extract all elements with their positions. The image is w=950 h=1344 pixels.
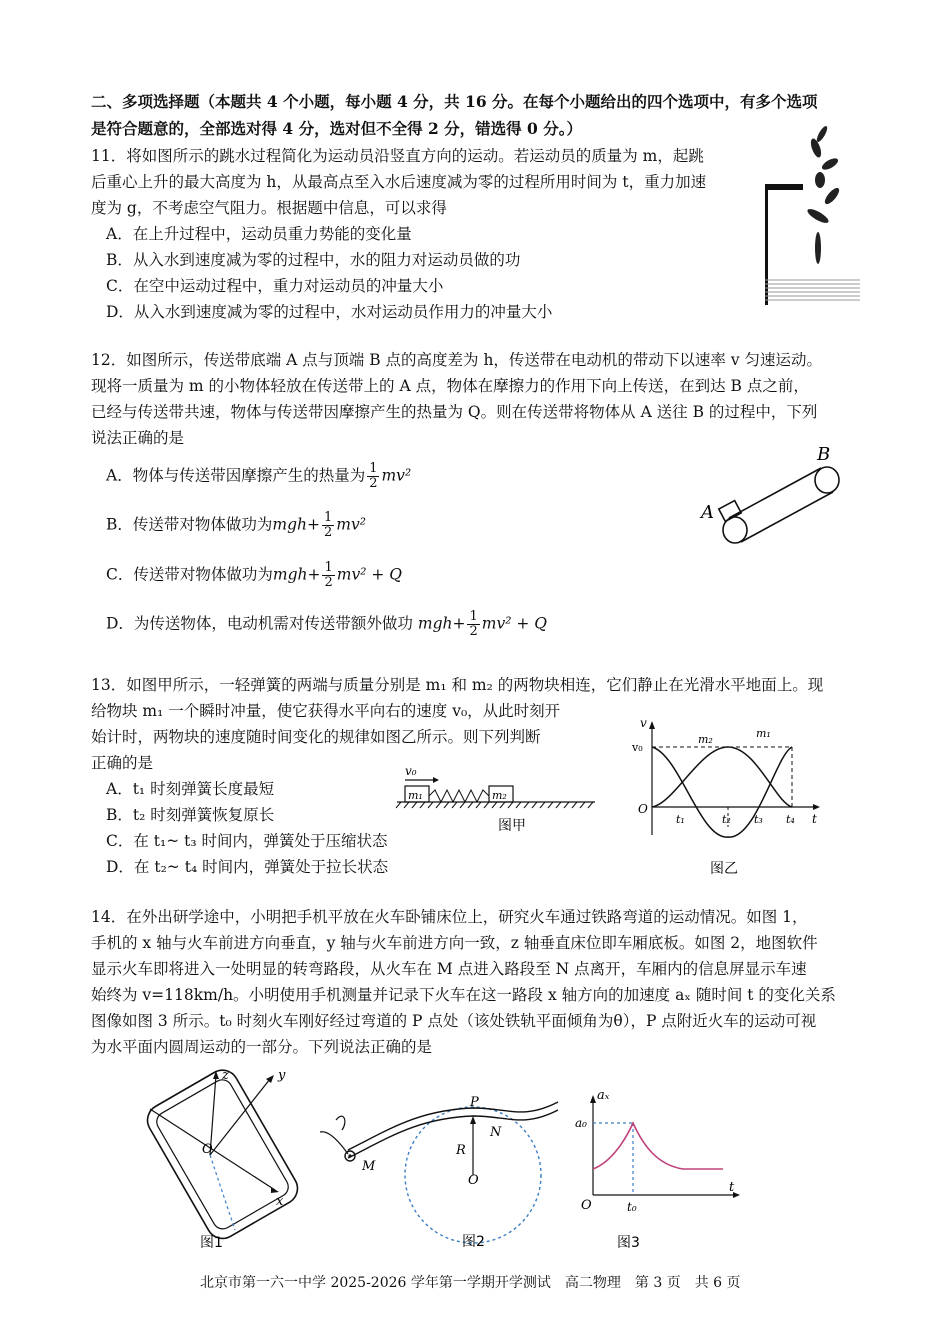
t2-label: t₂ xyxy=(722,813,731,826)
r-label: R xyxy=(456,1143,466,1158)
a0-label: a₀ xyxy=(575,1116,587,1130)
q12-stem-line4: 说法正确的是 xyxy=(91,429,185,447)
acceleration-time-graph xyxy=(575,1085,750,1255)
page-footer: 北京市第一六一中学 2025-2026 学年第一学期开学测试 高二物理 第 3 页 共 6 页 xyxy=(200,1275,741,1291)
spring-blocks-figure xyxy=(395,760,600,840)
fig-jia-caption: 图甲 xyxy=(498,818,526,834)
fraction-half xyxy=(322,561,334,590)
q12-option-b xyxy=(106,511,366,540)
fig1-caption: 图1 xyxy=(200,1235,223,1250)
frac-den: 2 xyxy=(324,525,333,540)
q14-stem-line2: 手机的 x 轴与火车前进方向垂直，y 轴与火车前进方向一致，z 轴垂直床位即车厢底板。如图 2，地图软件 xyxy=(91,934,818,952)
q13-option-d: D．在 t₂~ t₄ 时间内，弹簧处于拉长状态 xyxy=(106,858,389,876)
plus-sign: + xyxy=(307,565,321,584)
section-heading-line1: 二、多项选择题（本题共 4 个小题，每小题 4 分，共 16 分。在每个小题给出的四个选项中，有多个选项 xyxy=(91,92,818,111)
m1-curve-label: m₁ xyxy=(756,727,771,740)
frac-den: 2 xyxy=(324,575,333,590)
q13-stem-line2: 给物块 m₁ 一个瞬时冲量，使它获得水平向右的速度 v₀，从此时刻开 xyxy=(91,702,561,720)
mv2: mv² xyxy=(336,565,367,584)
q12-option-c xyxy=(106,561,402,590)
q14-stem-line3: 显示火车即将进入一处明显的转弯路段，从火车在 M 点进入路段至 N 点离开，车厢内的信息屏显示车速 xyxy=(91,960,807,978)
q11-stem-line2: 后重心上升的最大高度为 h，从最高点至入水后速度减为零的过程所用时间为 t，重力加速 xyxy=(91,173,707,191)
diving-figure xyxy=(760,120,860,305)
frac-num: 1 xyxy=(369,461,378,476)
q11-option-a: A．在上升过程中，运动员重力势能的变化量 xyxy=(106,225,412,243)
origin-label: O xyxy=(581,1198,592,1213)
t1-label: t₁ xyxy=(676,813,685,826)
fig3-caption: 图3 xyxy=(617,1235,640,1251)
q13-option-c: C．在 t₁~ t₃ 时间内，弹簧处于压缩状态 xyxy=(106,832,388,850)
t0-label: t₀ xyxy=(627,1200,637,1214)
m2-curve xyxy=(652,747,792,807)
fig-yi-caption: 图乙 xyxy=(710,861,738,877)
ax-curve xyxy=(593,1123,723,1169)
v0-label: v₀ xyxy=(405,764,417,778)
origin-label: O xyxy=(638,802,648,816)
ax-axis-label: aₓ xyxy=(597,1088,610,1103)
railway-curve-figure xyxy=(318,1080,568,1255)
mgh: mgh xyxy=(417,614,453,633)
frac-den: 2 xyxy=(469,624,478,639)
q13-stem-line4: 正确的是 xyxy=(91,754,154,772)
label-b: B xyxy=(817,444,831,465)
frac-num: 1 xyxy=(324,560,333,575)
q12-option-d xyxy=(106,610,547,639)
plus-q: + Q xyxy=(371,565,402,584)
y-axis-label: y xyxy=(278,1068,286,1083)
q11-option-b: B．从入水到速度减为零的过程中，水的阻力对运动员做的功 xyxy=(106,251,521,269)
q12-option-b-text: B．传送带对物体做功为 xyxy=(106,515,273,534)
q14-stem-line4: 始终为 v=118km/h。小明使用手机测量并记录下火车在这一路段 x 轴方向的加速度 aₓ 随时间 t 的变化关系 xyxy=(91,986,836,1004)
mv2: mv² xyxy=(336,515,366,534)
q13-option-b: B．t₂ 时刻弹簧恢复原长 xyxy=(106,806,275,824)
q12-stem-line2: 现将一质量为 m 的小物体轻放在传送带上的 A 点，物体在摩擦力的作用下向上传送，在到达 B 点之前， xyxy=(91,377,809,395)
mgh: mgh xyxy=(272,515,308,534)
phone-axes-figure xyxy=(140,1065,300,1250)
fig2-caption: 图2 xyxy=(462,1234,485,1250)
q12-stem-line3: 已经与传送带共速，物体与传送带因摩擦产生的热量为 Q。则在传送带将物体从 A 送往 B 的过程中，下列 xyxy=(91,403,818,421)
m2-curve-label: m₂ xyxy=(698,733,713,746)
x-axis-label: x xyxy=(276,1194,284,1209)
origin-label: O xyxy=(202,1142,213,1157)
q12-stem-line1: 12．如图所示，传送带底端 A 点与顶端 B 点的高度差为 h，传送带在电动机的带动下以速率 v 匀速运动。 xyxy=(91,351,823,369)
t-axis-label: t xyxy=(729,1180,735,1195)
mv2: mv² xyxy=(481,614,512,633)
axis-v-label: v xyxy=(640,716,647,730)
mv2: mv² xyxy=(381,466,412,485)
velocity-time-graph xyxy=(630,715,830,880)
t3-label: t₃ xyxy=(754,813,763,826)
fraction-half xyxy=(367,462,379,491)
q13-stem-line3: 始计时，两物块的速度随时间变化的规律如图乙所示。则下列判断 xyxy=(91,728,541,746)
q12-option-a-text: A．物体与传送带因摩擦产生的热量为 xyxy=(106,466,366,485)
m1-block-label: m₁ xyxy=(408,789,423,802)
q14-stem-line1: 14．在外出研学途中，小明把手机平放在火车卧铺床位上，研究火车通过铁路弯道的运动情况。如图 1， xyxy=(91,908,808,926)
q12-option-d-text: D．为传送物体，电动机需对传送带额外做功 xyxy=(106,614,413,633)
plus-sign: + xyxy=(307,515,321,534)
p-label: P xyxy=(470,1095,479,1110)
q11-stem-line3: 度为 g，不考虑空气阻力。根据题中信息，可以求得 xyxy=(91,199,447,217)
q11-option-c: C．在空中运动过程中，重力对运动员的冲量大小 xyxy=(106,277,444,295)
section-heading-line2: 是符合题意的，全部选对得 4 分，选对但不全得 2 分，错选得 0 分。） xyxy=(91,119,582,138)
frac-num: 1 xyxy=(324,510,333,525)
frac-num: 1 xyxy=(469,609,478,624)
z-axis-label: z xyxy=(222,1068,229,1083)
center-o-label: O xyxy=(468,1173,479,1188)
axis-t-label: t xyxy=(812,812,817,826)
n-label: N xyxy=(490,1125,502,1140)
fraction-half xyxy=(322,511,334,540)
fraction-half xyxy=(467,610,479,639)
q11-stem-line1: 11．将如图所示的跳水过程简化为运动员沿竖直方向的运动。若运动员的质量为 m，起跳 xyxy=(91,147,704,165)
q13-stem-line1: 13．如图甲所示，一轻弹簧的两端与质量分别是 m₁ 和 m₂ 的两物块相连，它们静止在光滑水平地面上。现 xyxy=(91,676,824,694)
q12-option-a xyxy=(106,462,411,491)
q14-stem-line5: 图像如图 3 所示。t₀ 时刻火车刚好经过弯道的 P 点处（该处铁轨平面倾角为θ），P 点附近火车的运动可视 xyxy=(91,1012,817,1030)
m2-block-label: m₂ xyxy=(492,789,507,802)
q14-stem-line6: 为水平面内圆周运动的一部分。下列说法正确的是 xyxy=(91,1038,433,1056)
conveyor-figure xyxy=(695,440,860,550)
label-a: A xyxy=(701,502,714,523)
mgh: mgh xyxy=(272,565,308,584)
plus-q: + Q xyxy=(516,614,547,633)
v0-tick-label: v₀ xyxy=(632,741,643,754)
q12-option-c-text: C．传送带对物体做功为 xyxy=(106,565,273,584)
m-label: M xyxy=(362,1159,376,1174)
q13-option-a: A．t₁ 时刻弹簧长度最短 xyxy=(106,780,275,798)
plus-sign: + xyxy=(452,614,466,633)
q11-option-d: D．从入水到速度减为零的过程中，水对运动员作用力的冲量大小 xyxy=(106,303,553,321)
frac-den: 2 xyxy=(369,476,378,491)
t4-label: t₄ xyxy=(786,813,795,826)
